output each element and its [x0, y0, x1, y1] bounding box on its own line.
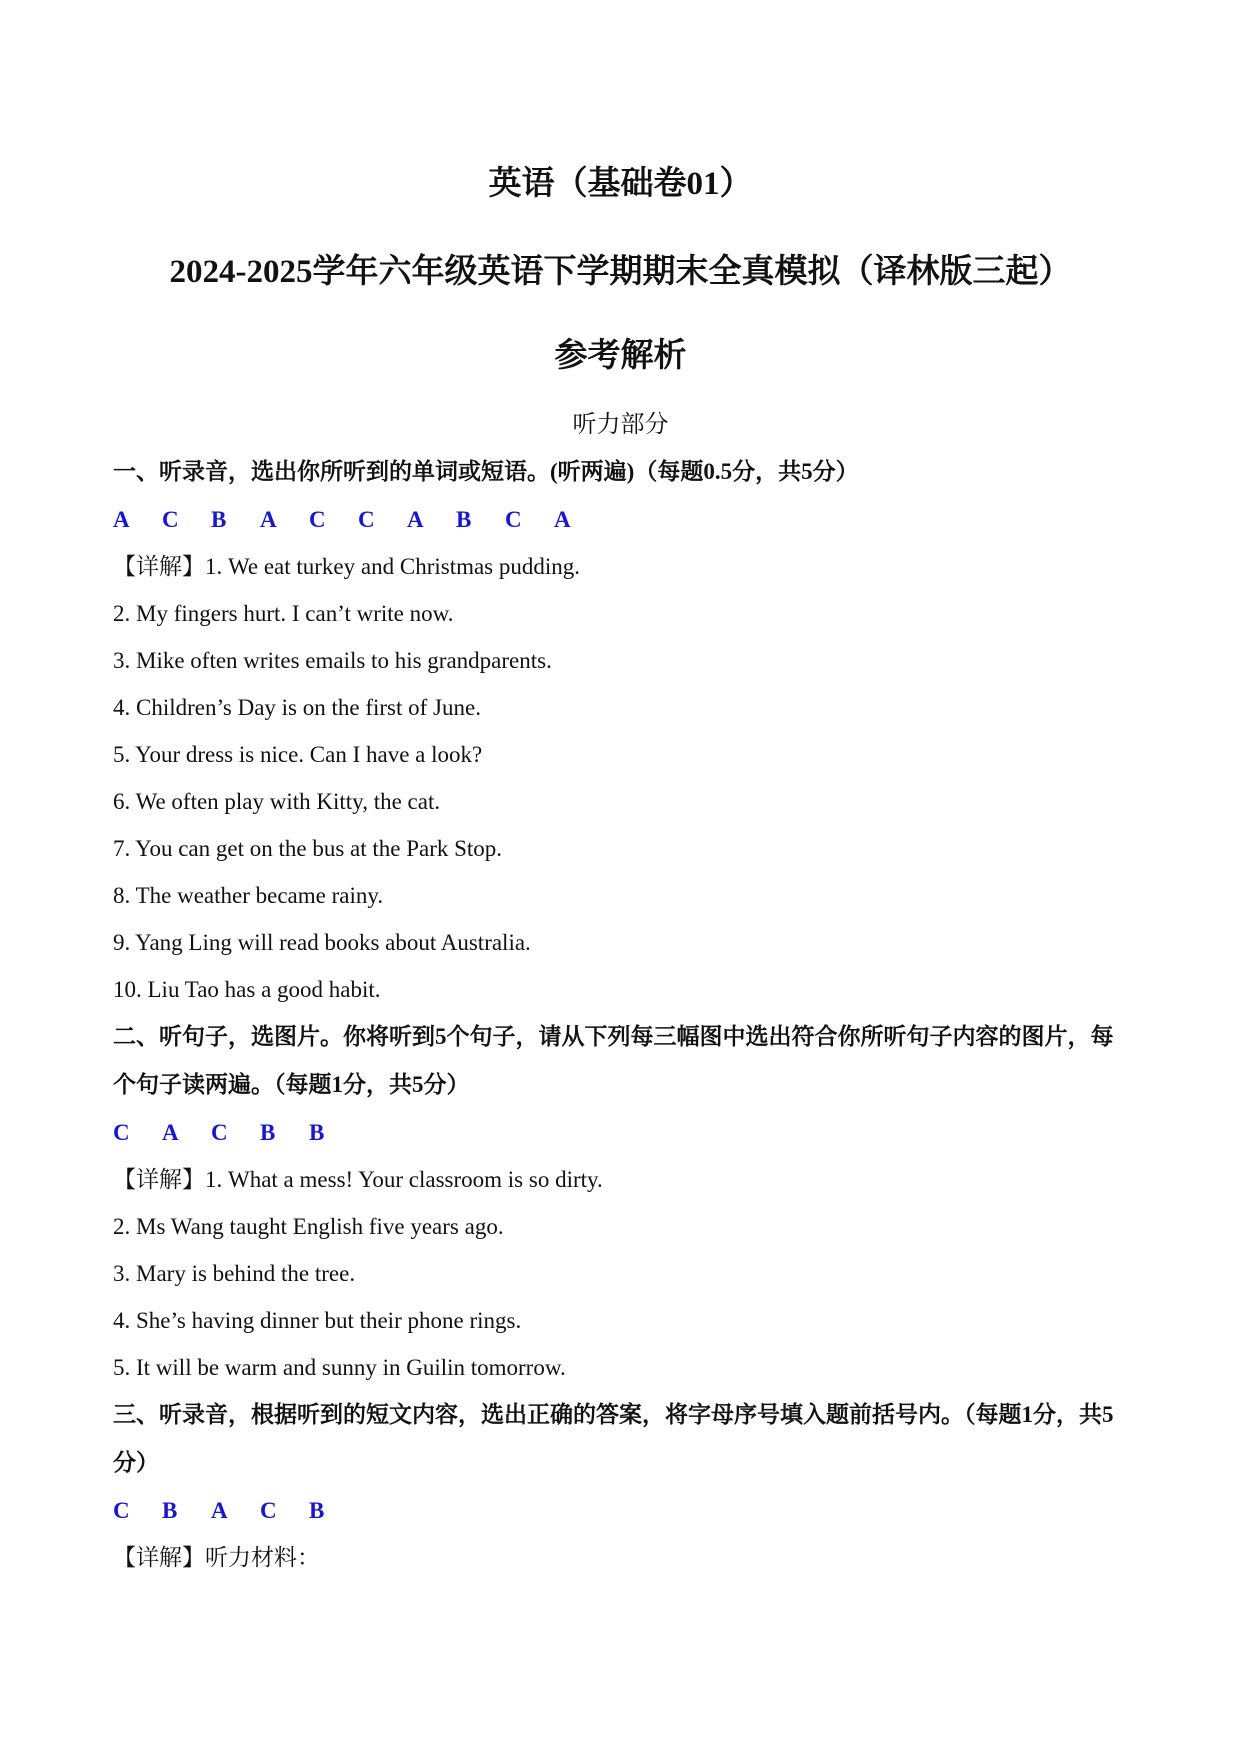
- detail-text: 听力材料：: [205, 1545, 320, 1570]
- transcript-line: 3. Mike often writes emails to his grandparents.: [113, 648, 552, 673]
- transcript-line: 2. Ms Wang taught English five years ago.: [113, 1214, 504, 1239]
- transcript-line: 1. What a mess! Your classroom is so dirty.: [205, 1167, 603, 1192]
- section-2-heading: 二、听句子，选图片。你将听到5个句子，请从下列每三幅图中选出符合你所听句子内容的图片，每个句子读两遍。（每题1分，共5分）: [113, 1024, 1114, 1097]
- answer: C: [505, 507, 522, 532]
- answer: C: [260, 1498, 277, 1523]
- section-1-answers: [113, 496, 1133, 543]
- answer: C: [162, 507, 179, 532]
- exam-title: 英语（基础卷01）: [488, 166, 753, 202]
- section-2-answers: [113, 1109, 1133, 1156]
- section-1-heading: 一、听录音，选出你所听到的单词或短语。(听两遍)（每题0.5分，共5分）: [113, 459, 859, 484]
- section-3-answers: [113, 1487, 1133, 1534]
- answer: C: [309, 507, 326, 532]
- answer: C: [113, 1498, 130, 1523]
- exam-subtitle: 2024-2025学年六年级英语下学期期末全真模拟（译林版三起）: [169, 254, 1072, 290]
- answer: A: [113, 507, 130, 532]
- detail-line: [113, 543, 1133, 590]
- answer: A: [554, 507, 571, 532]
- transcript-line: 3. Mary is behind the tree.: [113, 1261, 356, 1286]
- answer: A: [162, 1120, 179, 1145]
- detail-prefix: 【详解】: [113, 1167, 205, 1192]
- answer: A: [211, 1498, 228, 1523]
- transcript-line: 7. You can get on the bus at the Park Stop.: [113, 836, 503, 861]
- section-3-heading: 三、听录音，根据听到的短文内容，选出正确的答案，将字母序号填入题前括号内。（每题1分，共5分）: [113, 1402, 1114, 1475]
- answer: C: [358, 507, 375, 532]
- answer: A: [260, 507, 277, 532]
- detail-prefix: 【详解】: [113, 554, 205, 579]
- transcript-line: 1. We eat turkey and Christmas pudding.: [205, 554, 581, 579]
- transcript-line: 9. Yang Ling will read books about Australia.: [113, 930, 531, 955]
- transcript-line: 8. The weather became rainy.: [113, 883, 384, 908]
- answer: C: [113, 1120, 130, 1145]
- answer: B: [162, 1498, 178, 1523]
- transcript-line: 2. My fingers hurt. I can’t write now.: [113, 601, 454, 626]
- answer: C: [211, 1120, 228, 1145]
- answer: A: [407, 507, 424, 532]
- detail-line: [113, 1156, 1133, 1203]
- transcript-line: 5. Your dress is nice. Can I have a look?: [113, 742, 483, 767]
- transcript-line: 10. Liu Tao has a good habit.: [113, 977, 381, 1002]
- document-body: [113, 448, 1133, 1581]
- part-label: 听力部分: [572, 412, 669, 438]
- answer: B: [309, 1120, 325, 1145]
- transcript-line: 4. She’s having dinner but their phone rings.: [113, 1308, 522, 1333]
- transcript-line: 4. Children’s Day is on the first of June.: [113, 695, 481, 720]
- detail-line: [113, 1534, 1133, 1581]
- answer: B: [260, 1120, 276, 1145]
- transcript-line: 6. We often play with Kitty, the cat.: [113, 789, 441, 814]
- answer: B: [456, 507, 472, 532]
- answer-key-title: 参考解析: [554, 338, 687, 374]
- answer: B: [211, 507, 227, 532]
- answer: B: [309, 1498, 325, 1523]
- detail-prefix: 【详解】: [113, 1545, 205, 1570]
- transcript-line: 5. It will be warm and sunny in Guilin tomorrow.: [113, 1355, 566, 1380]
